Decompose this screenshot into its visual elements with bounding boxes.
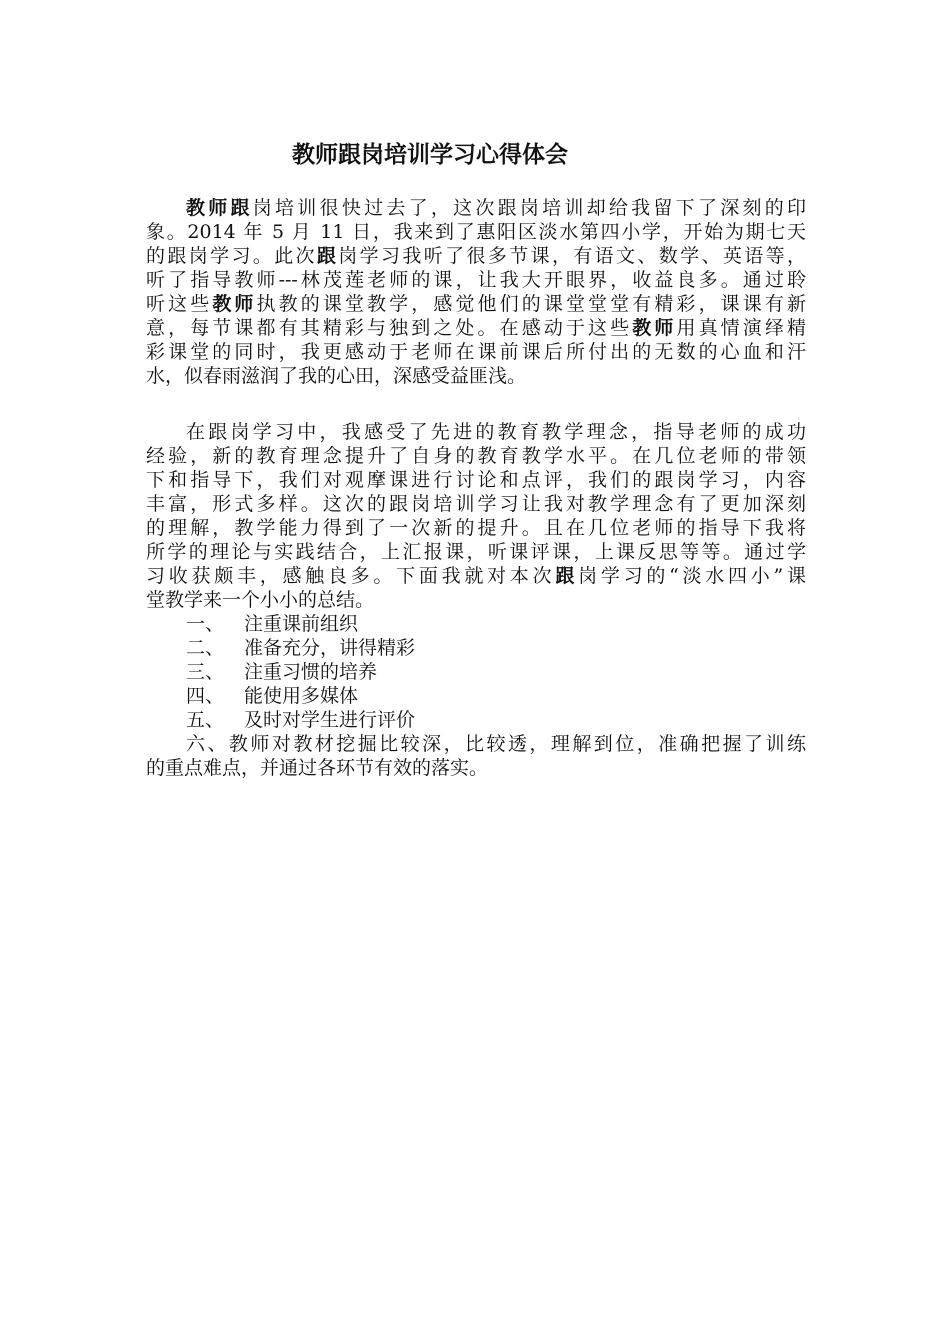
paragraph-1-line-4: 听了指导教师---林茂莲老师的课，让我大开眼界，收益良多。通过聆	[146, 269, 806, 291]
paragraph-2-line-4: 丰富，形式多样。这次的跟岗培训学习让我对教学理念有了更加深刻	[146, 493, 806, 515]
paragraph-1-line-5	[146, 292, 806, 316]
bold-text: 教师	[632, 317, 677, 339]
list-item	[186, 636, 806, 660]
list-item-number: 五、	[186, 709, 225, 731]
paragraph-2-line-8: 堂教学来一个小小的总结。	[146, 589, 375, 611]
list-item	[186, 684, 806, 708]
text-span: 习收获颇丰，感触良多。下面我就对本次	[146, 565, 556, 587]
bold-text: 跟	[555, 565, 579, 587]
bold-text: 教师跟	[186, 197, 253, 219]
text-span: 用真情演绎精	[676, 317, 806, 339]
paragraph-2-line-6: 所学的理论与实践结合，上汇报课，听课评课，上课反思等等。通过学	[146, 541, 806, 563]
list-item-number: 四、	[186, 685, 225, 707]
text-span: 执教的课堂教学，感觉他们的课堂堂堂有精彩，课课有新	[256, 293, 806, 315]
paragraph-1-line-6	[146, 316, 806, 340]
document-title: 教师跟岗培训学习心得体会	[292, 141, 568, 168]
bold-text: 教师	[212, 293, 257, 315]
paragraph-3-line-2: 的重点难点，并通过各环节有效的落实。	[146, 757, 489, 779]
paragraph-2-line-2: 经验，新的教育理念提升了自身的教育教学水平。在几位老师的带领	[146, 445, 806, 467]
list-item-text: 及时对学生进行评价	[244, 709, 416, 731]
list-item-text: 准备充分，讲得精彩	[244, 637, 416, 659]
paragraph-1-line-2: 象。2014 年 5 月 11 日，我来到了惠阳区淡水第四小学，开始为期七天	[146, 221, 806, 243]
paragraph-3-line-1: 六、教师对教材挖掘比较深，比较透，理解到位，准确把握了训练	[186, 733, 806, 755]
text-span: 岗学习的“淡水四小”课	[578, 565, 806, 587]
paragraph-1-line-7: 彩课堂的同时，我更感动于老师在课前课后所付出的无数的心血和汗	[146, 341, 806, 363]
list-item-text: 能使用多媒体	[244, 685, 359, 707]
list-item-number: 二、	[186, 637, 225, 659]
text-span: 听这些	[146, 293, 213, 315]
list-item	[186, 612, 806, 636]
list-item-number: 一、	[186, 613, 225, 635]
bold-text: 跟	[316, 245, 339, 267]
paragraph-1-line-3	[146, 244, 806, 268]
paragraph-2-line-5: 的理解，教学能力得到了一次新的提升。且在几位老师的指导下我将	[146, 517, 806, 539]
list-item	[186, 660, 806, 684]
list-item-text: 注重习惯的培养	[244, 661, 378, 683]
text-span: 的跟岗学习。此次	[146, 245, 317, 267]
text-span: 岗学习我听了很多节课，有语文、数学、英语等，	[338, 245, 806, 267]
list-item-text: 注重课前组织	[244, 613, 359, 635]
paragraph-2-line-1: 在跟岗学习中，我感受了先进的教育教学理念，指导老师的成功	[186, 421, 806, 443]
list-item-number: 三、	[186, 661, 225, 683]
paragraph-1-line-1	[186, 196, 806, 220]
list-item	[186, 708, 806, 732]
text-span: 岗培训很快过去了，这次跟岗培训却给我留下了深刻的印	[252, 197, 806, 219]
paragraph-2-line-7	[146, 564, 806, 588]
paragraph-2-line-3: 下和指导下，我们对观摩课进行讨论和点评，我们的跟岗学习，内容	[146, 469, 806, 491]
paragraph-1-line-8: 水，似春雨滋润了我的心田，深感受益匪浅。	[146, 365, 527, 387]
text-span: 意，每节课都有其精彩与独到之处。在感动于这些	[146, 317, 633, 339]
